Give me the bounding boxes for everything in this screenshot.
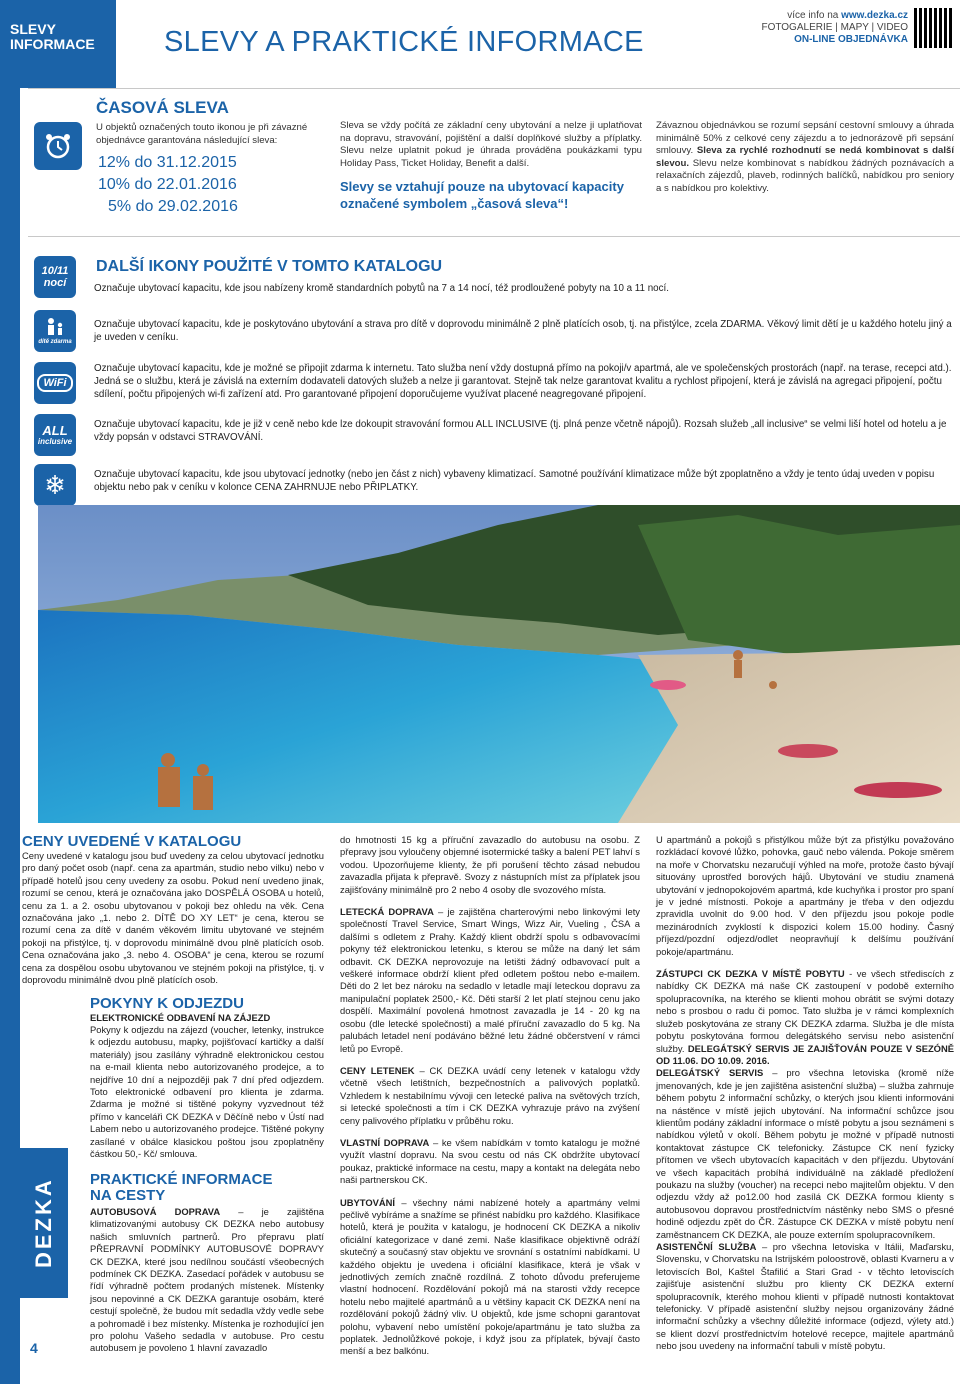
icon-label: ❄ bbox=[44, 469, 66, 500]
info-line bbox=[787, 10, 908, 21]
col2-p5 bbox=[340, 1197, 640, 1358]
col3-b4: ASISTENČNÍ SLUŽBA bbox=[656, 1241, 757, 1252]
snowflake-icon bbox=[34, 464, 76, 506]
casova-conditions: Sleva se vždy počítá ze základní ceny ubytování a nelze ji uplatňovat na dopravu, stravování, pojištění a další doplňkové služby a příplatky. Slevu nelze uplatnit pokud je úhrada prováděna poukázkami typu Holiday Pass, Ticket Holiday, Benefit a další. bbox=[340, 120, 642, 169]
col2-text bbox=[340, 834, 640, 1358]
section-tab bbox=[0, 0, 116, 88]
casova-right-text: Závaznou objednávkou se rozumí sepsání cestovní smlouvy a úhrada minimálně 50% z celkové ceny zájezdu a to jednorázově při sepsání smlouvy. bbox=[656, 120, 954, 156]
col2-b2: LETECKÁ DOPRAVA bbox=[340, 906, 434, 918]
website-link[interactable]: www.dezka.cz bbox=[841, 10, 908, 21]
icon-desc-nights: Označuje ubytovací kapacitu, kde jsou nabízeny kromě standardních pobytů na 7 a 14 nocí, též prodloužené pobyty na 10 a 11 nocí. bbox=[94, 283, 669, 294]
info-prefix: více info na bbox=[787, 10, 842, 21]
rate-2: 10% do 22.01.2016 bbox=[98, 176, 237, 193]
col3-b3: DELEGÁTSKÝ SERVIS bbox=[656, 1067, 764, 1079]
col3-p2 bbox=[656, 968, 954, 1067]
discount-rates bbox=[98, 152, 238, 218]
col2-p4-text: – ke všem nabídkám v tomto katalogu je možné využít vlastní dopravu. Na svou cestu od nás CK obdržíte ubytovací poukaz, praktické informace na cestu, mapy a kontakt na delegáta nebo naši partnerskou CK. bbox=[340, 1136, 640, 1186]
icon-label: inclusive bbox=[37, 437, 73, 446]
icon-label: 10/11 bbox=[41, 265, 69, 277]
ten-eleven-nights-icon bbox=[34, 256, 76, 298]
icon-label: nocí bbox=[43, 277, 67, 289]
col2-p3-text: – CK DEZKA uvádí ceny letenek v katalogu vždy včetně všech letištních, bezpečnostních a palivových poplatků. Vzhledem k nestabilnímu vývoji cen letecké paliva na světových trzích, si letecké společnosti a tím i CK DEZKA vyhrazuje právo na zvýšení ceny palivového příplatku v průběhu roku. bbox=[340, 1064, 640, 1126]
section-tab-label: SLEVY INFORMACE bbox=[10, 21, 95, 52]
icon-desc-wifi: Označuje ubytovací kapacitu, kde je možné se připojit zdarma k internetu. Tato služba není vždy dostupná přímo na pokoji/v apartmá, ale ve společenských prostorách (např. na terase, recepci atd.). Jedná se o službu, která je závislá na externím dodavateli datových služeb a nelze ji garantovat. Stejně tak nelze garantovat kvalitu a rychlost připojení, která je závislá na agregaci připojení, počtu sdílení, počtu připojených wi-fi zařízení atd. Pro garantované připojení doporučujeme využívat placené neagregované připojení. bbox=[94, 363, 952, 400]
icon-desc-aircon: Označuje ubytovací kapacitu, kde jsou ubytovací jednotky (nebo jen část z nich) vybaveny klimatizací. Samotné používání klimatizace může být zpoplatněno a vždy je tento údaj uveden v popisu objektu nebo pak v ceníku v kolonce CENA ZAHRNUJE nebo PŘIPLATKY. bbox=[94, 469, 935, 493]
col2-p4 bbox=[340, 1137, 640, 1187]
icon-label: ALL bbox=[42, 423, 68, 438]
casova-right-text2: Slevu nelze kombinovat s nabídkou žádných poznávacích a relaxačních zájezdů, plaveb, rodinných balíčků, nabídkou pro seniory a s nabídkou pro kolektivy. bbox=[656, 157, 954, 194]
prakticke-text bbox=[90, 1206, 324, 1355]
col3-text bbox=[656, 834, 954, 1353]
left-color-bar bbox=[0, 88, 20, 1384]
beach-photo bbox=[38, 505, 960, 823]
col3-b2: ZÁSTUPCI CK DEZKA V MÍSTĚ POBYTU bbox=[656, 968, 845, 980]
col2-b4: VLASTNÍ DOPRAVA bbox=[340, 1136, 430, 1148]
ceny-heading: CENY UVEDENÉ V KATALOGU bbox=[22, 833, 242, 850]
col3-p3 bbox=[656, 1067, 954, 1241]
col2-b5: UBYTOVÁNÍ bbox=[340, 1196, 396, 1208]
col3-p4-text: – pro všechna letoviska v Itálii, Maďarsku, Slovensku, v Chorvatsku na Istrijském poloostrově, oblasti Kvarneru a v letoviscích Bol, Kaštel Štafilić a Stari Grad - v těchto letoviscích zajišťuje asistenční službu pro klienty CK DEZKA externí spolupracovník, kterého mohou klienti v případě nutnosti kontaktovat telefonicky. V případě asistenční služby nejsou organizovány žádné informační schůzky a všechny důležité informace (odjezd, výlety atd.) se klient dozví prostřednictvím hotelové recepce, majitele apartmánů nebo jsou uvedeny na informační tabuli v místě pobytu. bbox=[656, 1241, 954, 1352]
col2-p2-text: – je zajištěna charterovými nebo linkovými lety společností Travel Service, Smart Wings, Wizz Air, Vueling , ČSA a dalšími s odletem z Prahy. Každý klient obdrží spolu s odbavovacími pokyny též elektronickou letenku, s kterou se může na daný let sám odbavit. CK DEZKA neprovozuje na letišti žádný odbavovací pult a veškeré informace obdrží klient před odletem poštou nebo e-mailem. Děti do 2 let bez nároku na sedadlo v letadle mají leteckou dopravu za manipulační poplatek 2500,- Kč. Děti starší 2 let platí stejnou cenu jako dospělí. Maximální povolená hmotnost zavazadla je 14 - 20 kg na osobu (dle letecké společnosti) a malé příruční zavazadlo do 5 kg. Na palubách letadel není podáváno běžné letu žádné občerstvení v rámci letů po Evropě. bbox=[340, 906, 640, 1054]
rate-3: 5% do 29.02.2016 bbox=[108, 198, 238, 215]
page-title: SLEVY A PRAKTICKÉ INFORMACE bbox=[164, 26, 644, 58]
col2-p2 bbox=[340, 906, 640, 1055]
icons-title: DALŠÍ IKONY POUŽITÉ V TOMTO KATALOGU bbox=[96, 258, 443, 275]
col2-p1: do hmotnosti 15 kg a příruční zavazadlo do autobusu na osobu. Z přepravy jsou vyloučeny objemné isotermické tašky a balení PET lahví s vodou. Upozorňujeme klienty, že při porušení těchto zásad nebudou zavazadla přijata k přepravě. Svozy z nástupních míst za příplatek jsou zajišťovány minimálně pro 2 nebo 4 osoby dle svozového místa. bbox=[340, 834, 640, 895]
col2-b3: CENY LETENEK bbox=[340, 1064, 415, 1076]
child-free-icon bbox=[34, 310, 76, 352]
qr-code-icon bbox=[914, 8, 954, 48]
icon-desc-child: Označuje ubytovací kapacitu, kde je poskytováno ubytování a strava pro dítě v doprovodu minimálně 2 plně platících osob, tj. na přistýlce, zcela ZDARMA. Věkový limit dětí je u každého hotelu jiný a je uveden v ceníku. bbox=[94, 319, 952, 343]
casova-note: Slevy se vztahují pouze na ubytovací kapacity označené symbolem „časová sleva“! bbox=[340, 179, 624, 211]
header-links[interactable]: FOTOGALERIE | MAPY | VIDEO bbox=[761, 22, 908, 33]
icon-label: WiFi bbox=[37, 374, 72, 392]
wifi-icon bbox=[34, 362, 76, 404]
col2-p5-text: – všechny námi nabízené hotely a apartmány velmi pečlivě vybíráme a snažíme se přinést nabídku pro každého. Klasifikace hotelů, která je použita v katalogu, je hodnocení CK DEZKA a nikoliv oficiální kategorizace v dané zemi. Naše klasifikace objektivně odráží skutečný a současný stav objektu ve srovnání s ostatními nabídkami. U každého objektu je uvedena i oficiální klasifikace, která je však v jednotlivých zemích značně rozdílná. Z tohoto důvodu preferujeme vlastní hodnocení. Rozdělování pokojů má na starosti vždy recepce hotelu nebo majitelé apartmánů a u většiny kapacit CK DEZKA není na rozdělování pokojů žádný vliv. U objektů, kde jsme schopni garantovat polohu, vybavení nebo umístění pokoje/apartmánu je tato služba za poplatek. Jednolůžkové pokoje, i když jsou za příplatek, bývají často menší a bez balkónu. bbox=[340, 1196, 640, 1357]
rate-1: 12% do 31.12.2015 bbox=[98, 154, 237, 171]
alarm-clock-icon bbox=[34, 122, 82, 170]
dezka-logo: DEZKA bbox=[20, 1148, 68, 1298]
col3-p3-text: – pro všechna letoviska (kromě níže jmenovaných, kde je jen zajištěna asistenční služba) – služba zahrnuje během pobytu 2 informační schůzky, o kterých jsou klienti informováni na nástěnce v místě jejich ubytování. Na informační schůzce jsou klientům podány základní informace o místě pobytu a jsou seznámeni s nabídkou výletů v okolí. Během pobytu je možné v případě nutnosti kontaktovat zástupce CK telefonicky. Zástupce CK není fyzicky přítomen ve všech ubytovacích kapacitách v den příjezdu. Ubytování ve všech kapacitách probíhá individuálně na základě předložení poukazu na služby (voucher) na recepci nebo majitelům objektu. V den odjezdu vždy až po12.00 hod zasílá CK DEZKA formou klienty s autobusovou dopravou prostřednictvím nástěnky nebo SMS o přesné hodině odjezdu zpět do ČR. Zástupce CK DEZKA v místě pobytu není zaměstnancem CK DEZKA, ale pouze externím spolupracovníkem. bbox=[656, 1067, 954, 1240]
online-order-link[interactable]: ON-LINE OBJEDNÁVKA bbox=[794, 34, 908, 45]
ceny-text: Ceny uvedené v katalogu jsou buď uvedeny za celou ubytovací jednotku pro daný počet osob (např. cena za apartmán, studio nebo vilku) nebo v případě hotelů jsou ceny uvedeny za osobu. Pokud není uvedeno jinak, rozumí se cenou, která je označována jako DOSPĚLÁ OSOBA u hotelů, cenu za 1. a 2. osobu ubytovanou v pokoji bez ohledu na věk. Cena označována jako „1. nebo 2. DÍTĚ DO XY LET“ je cena, kterou se rozumí cena za dítě v daném věkovém limitu ubytované ve stejném pokoji na přistýlce, tj. v doprovodu minimálně dvou plně platících osob. Cena označována jako „3. nebo 4. OSOBA“ je cena, kterou se rozumí cena za dospělou osobu ubytovanou ve stejném pokoji na přistýlce, tj. v doprovodu minimálně dvou plně platících osob. bbox=[22, 850, 324, 986]
pokyny-heading: POKYNY K ODJEZDU bbox=[90, 995, 244, 1012]
col3-p2-text: - ve všech střediscích z nabídky CK DEZKA má naše CK zastoupení v podobě externího spolupracovníka, na kterého se klienti mohou obrátit se svými dotazy nebo s prosbou o radu či pomoc. Tato služba je v rámci komplexních služeb poskytována ze strany CK DEZKA zdarma. Služba je dle místa pobytu poskytována formou delegátského servisu nebo asistenční služby. bbox=[656, 968, 954, 1054]
icon-label: dítě zdarma bbox=[38, 339, 72, 345]
page-number: 4 bbox=[30, 1340, 38, 1356]
col3-p1: U apartmánů a pokojů s přistýlkou může být za přistýlku považováno rozkládací kovové lůžko, pohovka, gauč nebo válenda. Pokoje směrem na moře v Chorvatsku nezaručují výhled na moře, protože často bývají situovány uprostřed borových hájů. Ubytování ve studiu znamená ubytování v jednopokojovém apartmá, kde kuchyňka i prostor pro spaní je v jedné místnosti. Pokoje a apartmány je třeba v den odjezdu zpravidla uvolnit do 9.00 hod. V den příjezdu jsou pokoje podle mezinárodních zvyklostí k dispozici kolem 15.00 hodiny. Časný příjezd/pozdní odjezd/odlet neopravňují k delšímu používání pokoje/apartmánu. bbox=[656, 834, 954, 957]
icon-desc-allinclusive: Označuje ubytovací kapacitu, kde je již v ceně nebo kde lze dokoupit stravování formou ALL INCLUSIVE (tj. plná penze včetně nápojů). Rozsah služeb „all inclusive“ se velmi liší hotel od hotelu a je vždy popsán v odstavci STRAVOVÁNÍ. bbox=[94, 419, 947, 443]
casova-title: ČASOVÁ SLEVA bbox=[96, 98, 229, 117]
casova-right bbox=[656, 120, 954, 195]
col3-p4 bbox=[656, 1241, 954, 1353]
casova-intro: U objektů označených touto ikonou je při závazné objednávce garantována následující sleva: bbox=[96, 122, 308, 146]
pokyny-text: Pokyny k odjezdu na zájezd (voucher, letenky, instrukce k odjezdu autobusu, mapky, pojišťovací kartičky a další materiály) jsou zasílány výhradně elektronickou cestou na e-mail klienta nebo autorizovaného prodejce, a to nejdříve 10 dní a nejpozději pak 7 dní před odjezdem. Toto elektronické odbavení pro klienta je zdarma. Zdarma je možné si tištěné pokyny vyzvednout též přímo v kanceláři CK DEZKA v Děčíně nebo v Ústí nad Labem nebo u autorizovaného prodejce. Tištěné pokyny zasílané v obálce klasickou poštou jsou zpoplatněny částkou 50,- Kč/ smlouva. bbox=[90, 1024, 324, 1160]
col2-p3 bbox=[340, 1065, 640, 1127]
prakticke-heading-2: NA CESTY bbox=[90, 1187, 166, 1204]
prakticke-heading bbox=[90, 1172, 273, 1204]
casova-right-bold: Sleva za rychlé rozhodnutí se nedá kombinovat s další slevou. bbox=[656, 145, 954, 169]
bus-text: – je zajištěna klimatizovanými autobusy CK DEZKA nebo autobusy našich smluvních partnerů. Pro přepravu platí PŘEPRAVNÍ PODMÍNKY AUTOBUSOVÉ DOPRAVY CK DEZKA, které jsou nedílnou součástí všeobecných podmínek CK DEZKA. Zasedací pořádek v autobusu se řídí výhradně počtem prodaných místenek. Místenky jsou nepovinné a CK DEZKA garantuje osobám, které cestují společně, že budou mít sedadla vždy vedle sebe a pohromadě i bez místenky. Místenka je rozhodující jen pro polohu Vašeho sedadla v autobuse. Pro cestu autobusem je povoleno 1 hlavní zavazadlo bbox=[90, 1206, 324, 1354]
pokyny-subheading: ELEKTRONICKÉ ODBAVENÍ NA ZÁJEZD bbox=[90, 1012, 271, 1023]
prakticke-heading-1: PRAKTICKÉ INFORMACE bbox=[90, 1171, 273, 1188]
bus-label: AUTOBUSOVÁ DOPRAVA bbox=[90, 1206, 221, 1217]
all-inclusive-icon bbox=[34, 414, 76, 456]
col3-b2b: DELEGÁTSKÝ SERVIS JE ZAJIŠŤOVÁN POUZE V SEZÓNĚ OD 11.06. DO 10.09. 2016. bbox=[656, 1042, 954, 1066]
